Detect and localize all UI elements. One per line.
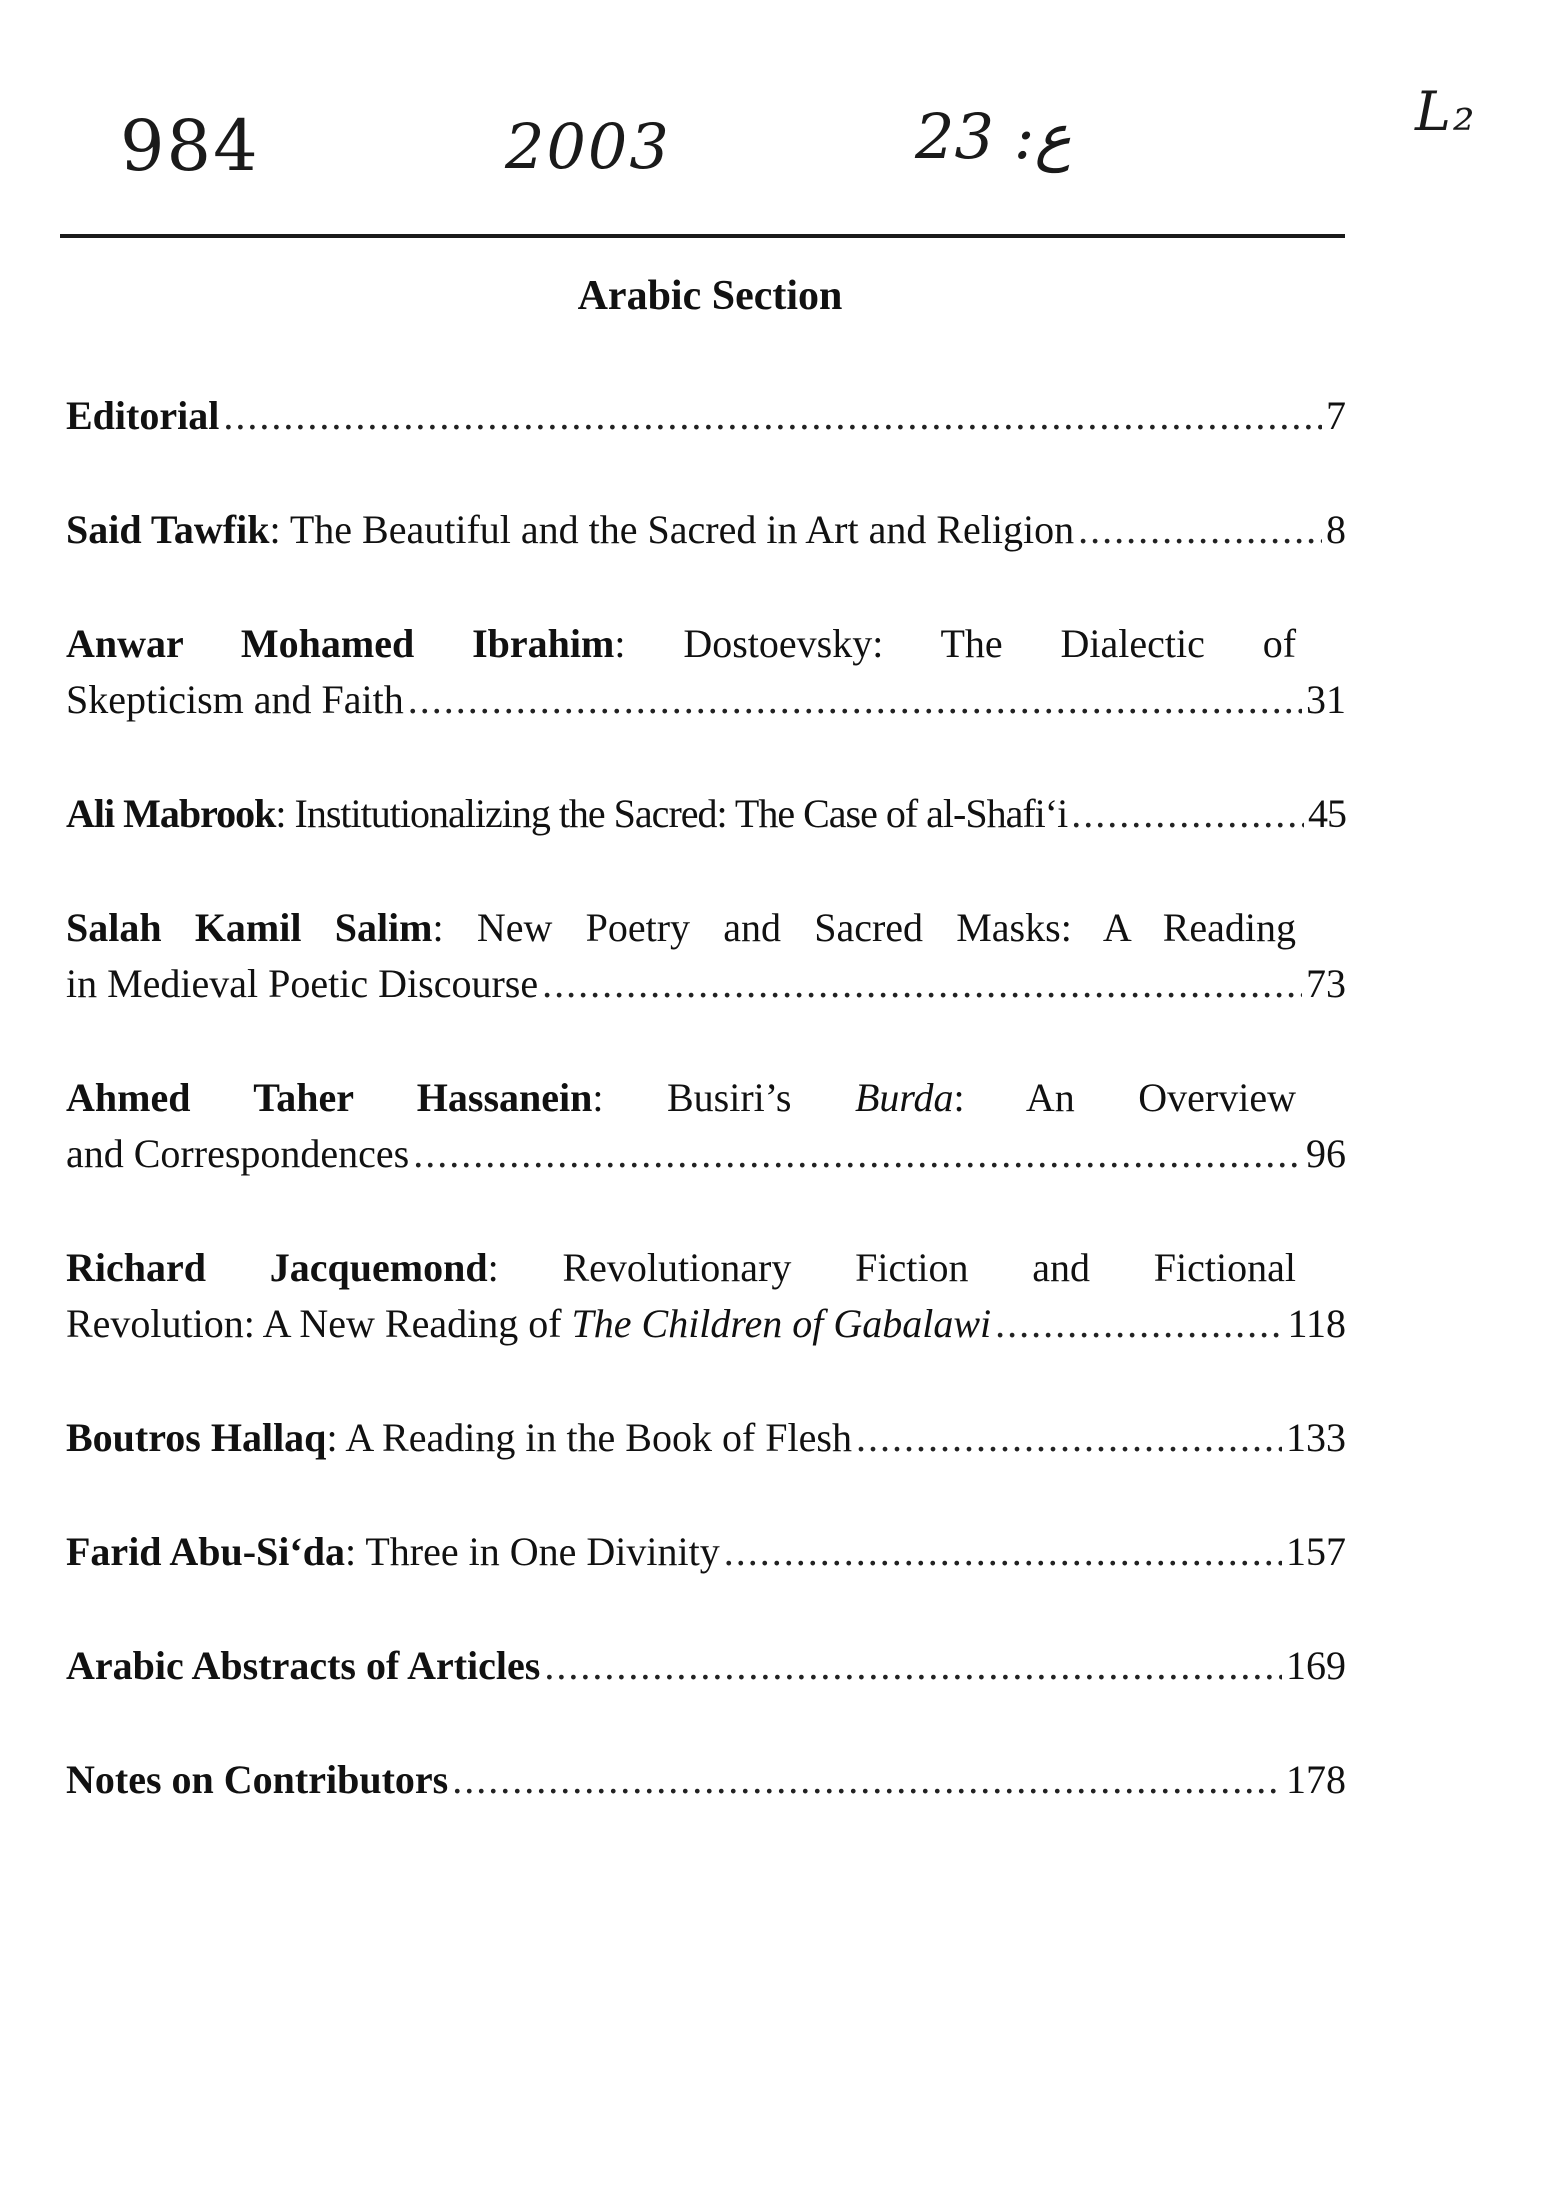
toc-separator: :	[614, 621, 626, 666]
leader-dots	[408, 672, 1302, 728]
toc-page-number: 157	[1286, 1529, 1346, 1574]
leader-dots	[856, 1410, 1282, 1466]
header-rule	[60, 234, 1345, 238]
toc-entry-ahmed-taher-hassanein	[66, 1070, 1346, 1182]
toc-separator: :	[487, 1245, 499, 1290]
toc-title-italic: The Children of Gabalawi	[571, 1301, 992, 1346]
leader-dots	[542, 956, 1302, 1012]
toc-entry-said-tawfik	[66, 502, 1346, 558]
toc-author: Salah Kamil Salim	[66, 905, 433, 950]
toc-title-italic: Burda	[854, 1075, 954, 1120]
toc-page-number: 31	[1306, 677, 1346, 722]
toc-title: A Reading in the Book of Flesh	[345, 1415, 852, 1460]
leader-dots	[724, 1524, 1282, 1580]
handwritten-year: 2003	[505, 110, 671, 183]
toc-author: Arabic Abstracts of Articles	[66, 1643, 541, 1688]
toc-separator: :	[432, 905, 444, 950]
toc-title: Institutionalizing the Sacred: The Case of al-Shafi‘i	[294, 791, 1068, 836]
toc-separator: :	[344, 1529, 366, 1574]
toc-separator: :	[275, 791, 295, 836]
toc-page-number: 7	[1326, 393, 1346, 438]
toc-title-line1: Busiri’s	[667, 1075, 792, 1120]
toc-title-line2: in Medieval Poetic Discourse	[66, 961, 539, 1006]
toc-author: Farid Abu-Si‘da	[66, 1529, 345, 1574]
section-title: Arabic Section	[577, 273, 843, 319]
handwritten-issue: ع: 23	[915, 100, 1072, 173]
toc-entry-arabic-abstracts	[66, 1638, 1346, 1694]
toc-author: Boutros Hallaq	[66, 1415, 327, 1460]
toc-entry-notes-on-contributors	[66, 1752, 1346, 1808]
toc-title: Three in One Divinity	[365, 1529, 720, 1574]
toc-entry-salah-kamil-salim	[66, 900, 1346, 1012]
toc-page-number: 45	[1308, 791, 1346, 836]
toc-page-number: 133	[1286, 1415, 1346, 1460]
leader-dots	[995, 1296, 1283, 1352]
leader-dots	[413, 1126, 1302, 1182]
leader-dots	[544, 1638, 1282, 1694]
toc-author: Richard Jacquemond	[66, 1245, 488, 1290]
toc-entry-ali-mabrook	[66, 786, 1346, 842]
toc-page-number: 8	[1326, 507, 1346, 552]
toc-title-line1: Dostoevsky: The Dialectic of	[683, 621, 1297, 666]
toc-page-number: 169	[1286, 1643, 1346, 1688]
handwritten-shelf-mark: L₂	[1415, 80, 1477, 143]
leader-dots	[1071, 786, 1304, 842]
toc-title-line1: Revolutionary Fiction and Fictional	[562, 1245, 1296, 1290]
toc-title-line1-rest: : An Overview	[953, 1075, 1297, 1120]
toc-entry-anwar-mohamed-ibrahim	[66, 616, 1346, 728]
toc-separator: :	[326, 1415, 346, 1460]
leader-dots	[452, 1752, 1282, 1808]
toc-title-line2: Revolution: A New Reading of	[66, 1301, 572, 1346]
toc-page-number: 118	[1287, 1301, 1346, 1346]
toc-title-line2: and Correspondences	[66, 1131, 410, 1176]
toc-page-number: 178	[1286, 1757, 1346, 1802]
toc-entry-richard-jacquemond	[66, 1240, 1346, 1352]
toc-author: Editorial	[66, 393, 220, 438]
toc-entry-farid-abu-sida	[66, 1524, 1346, 1580]
toc-author: Said Tawfik	[66, 507, 270, 552]
toc-separator: :	[592, 1075, 604, 1120]
toc-page-number: 73	[1306, 961, 1346, 1006]
toc-title-line2: Skepticism and Faith	[66, 677, 404, 722]
toc-author: Anwar Mohamed Ibrahim	[66, 621, 615, 666]
toc-entry-editorial	[66, 388, 1346, 444]
toc-title: The Beautiful and the Sacred in Art and Religion	[289, 507, 1075, 552]
toc-title-line1: New Poetry and Sacred Masks: A Reading	[476, 905, 1297, 950]
leader-dots	[223, 388, 1322, 444]
handwritten-catalog-number: 984	[120, 105, 260, 187]
toc-author: Ali Mabrook	[66, 791, 276, 836]
table-of-contents	[66, 388, 1346, 1808]
toc-entry-boutros-hallaq	[66, 1410, 1346, 1466]
toc-author: Ahmed Taher Hassanein	[66, 1075, 593, 1120]
toc-author: Notes on Contributors	[66, 1757, 449, 1802]
toc-page-number: 96	[1306, 1131, 1346, 1176]
toc-separator: :	[269, 507, 290, 552]
leader-dots	[1078, 502, 1322, 558]
